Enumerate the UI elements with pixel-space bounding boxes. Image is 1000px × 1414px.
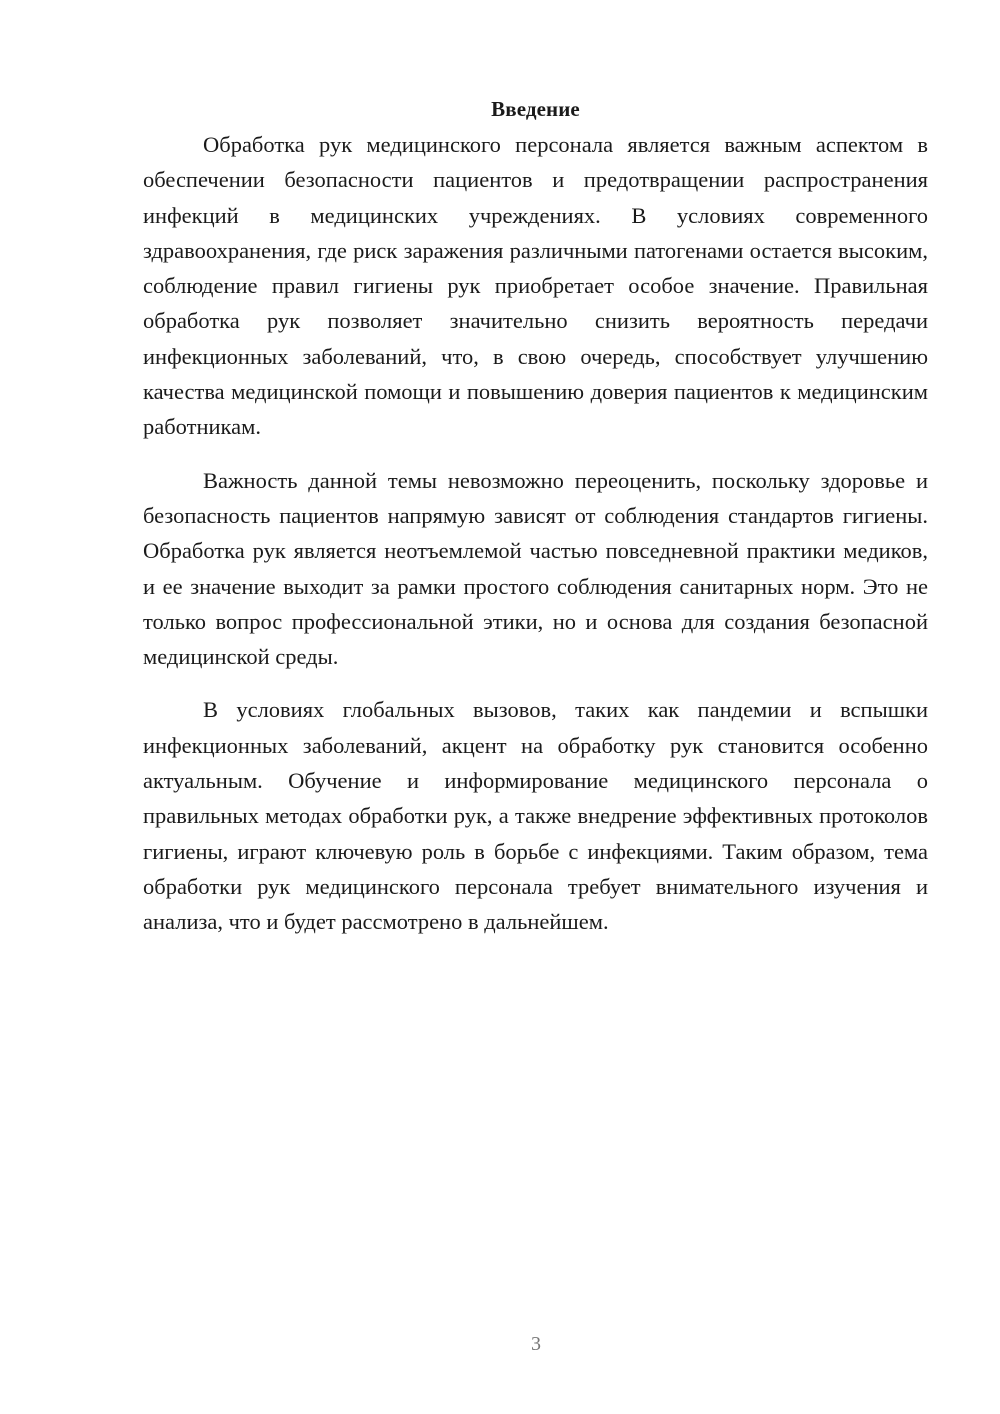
page-number: 3	[531, 1333, 541, 1355]
page-content	[143, 92, 928, 940]
paragraph-3: В условиях глобальных вызовов, таких как пандемии и вспышки инфекционных заболеваний, акцент на обработку рук становится особенно актуальным. Обучение и информирование медицинского персонала о правильных методах обработки рук, а также внедрение эффективных протоколов гигиены, играют ключевую роль в борьбе с инфекциями. Таким образом, тема обработки рук медицинского персонала требует внимательного изучения и анализа, что и будет рассмотрено в дальнейшем.	[143, 697, 928, 935]
section-heading: Введение	[491, 97, 580, 121]
paragraph-1: Обработка рук медицинского персонала является важным аспектом в обеспечении безопасности пациентов и предотвращении распространения инфекций в медицинских учреждениях. В условиях современного здравоохранения, где риск заражения различными патогенами остается высоким, соблюдение правил гигиены рук приобретает особое значение. Правильная обработка рук позволяет значительно снизить вероятность передачи инфекционных заболеваний, что, в свою очередь, способствует улучшению качества медицинской помощи и повышению доверия пациентов к медицинским работникам.	[143, 132, 928, 440]
paragraph-2: Важность данной темы невозможно переоценить, поскольку здоровье и безопасность пациентов напрямую зависят от соблюдения стандартов гигиены. Обработка рук является неотъемлемой частью повседневной практики медиков, и ее значение выходит за рамки простого соблюдения санитарных норм. Это не только вопрос профессиональной этики, но и основа для создания безопасной медицинской среды.	[143, 467, 928, 670]
